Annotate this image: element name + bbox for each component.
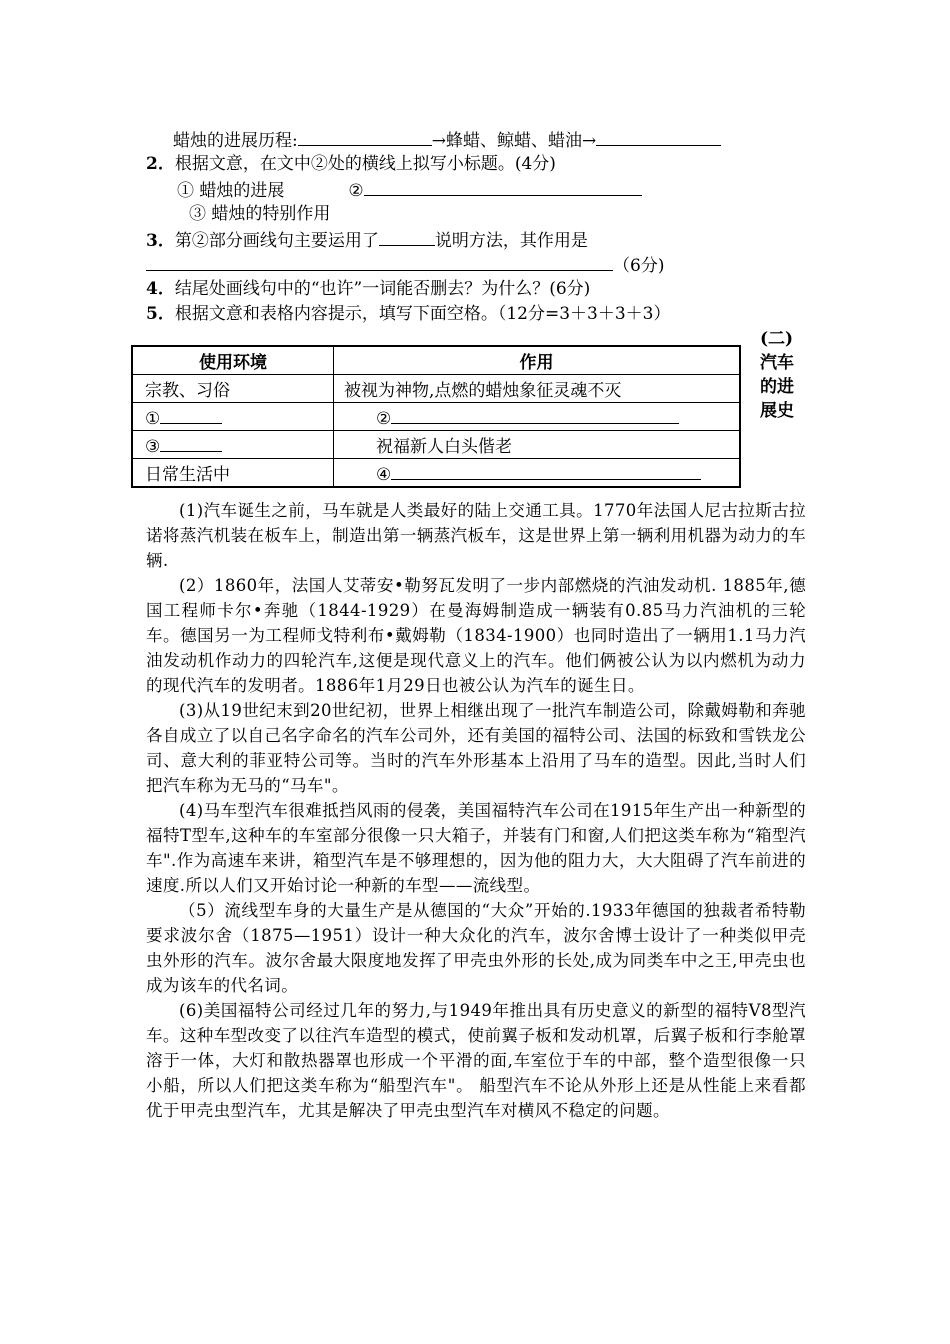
blank-label-3: ③ [145, 436, 161, 457]
usage-table [131, 345, 741, 488]
table-row [132, 431, 740, 459]
table-cell-env [132, 403, 334, 431]
q3-number: 3． [146, 231, 175, 251]
table-cell-use: 被视为神物,点燃的蜡烛象征灵魂不灭 [334, 375, 741, 403]
q3-text-b: 说明方法，其作用是 [434, 231, 588, 251]
q2-text: 根据文意，在文中②处的横线上拟写小标题。(4分) [174, 154, 556, 174]
article-body [146, 498, 806, 1123]
q1-middle: →蜂蜡、鲸蜡、蜡油→ [431, 131, 597, 151]
blank-label-4: ④ [376, 464, 392, 485]
section-title [760, 327, 800, 423]
table-cell-env: 宗教、习俗 [132, 375, 334, 403]
q1-prefix: 蜡烛的进展历程: [173, 131, 298, 151]
section-title-line: 展史 [760, 401, 794, 421]
table-header-env: 使用环境 [132, 346, 334, 375]
section-title-line: 的进 [760, 377, 794, 397]
question-5 [146, 302, 670, 326]
question-2 [146, 152, 556, 176]
paragraph-4: (4)马车型汽车很难抵挡风雨的侵袭，美国福特汽车公司在1915年生产出一种新型的福特T型车,这种车的车室部分很像一只大箱子，并装有门和窗,人们把这类车称为“箱型汽车".作为高速车来讲，箱型汽车是不够理想的，因为他的阻力大，大大阻碍了汽车前进的速度.所以人们又开始讨论一种新的车型——流线型。 [146, 801, 806, 895]
q2-blank[interactable] [364, 177, 642, 196]
q3-score: （6分) [613, 256, 665, 276]
q1-blank-1[interactable] [298, 127, 432, 146]
question-4 [146, 277, 590, 301]
table-row [132, 459, 740, 488]
q2-option-3-row [189, 202, 330, 226]
table-cell-use [334, 459, 741, 488]
table-cell-use [334, 403, 741, 431]
blank-label-1: ① [145, 408, 161, 429]
paragraph-3: (3)从19世纪末到20世纪初，世界上相继出现了一批汽车制造公司，除戴姆勒和奔驰各自成立了以自己名字命名的汽车公司外，还有美国的福特公司、法国的标致和雪铁龙公司、意大利的菲亚特公司等。当时的汽车外形基本上沿用了马车的造型。因此,当时人们把汽车称为无马的“马车"。 [146, 701, 806, 795]
table-cell-use: 祝福新人白头偕老 [334, 431, 741, 459]
q4-text: 结尾处画线句中的“也许”一词能否删去？为什么？(6分) [174, 279, 591, 299]
paragraph-1: (1)汽车诞生之前，马车就是人类最好的陆上交通工具。1770年法国人尼古拉斯古拉诺将蒸汽机装在板车上，制造出第一辆蒸汽板车，这是世界上第一辆利用机器为动力的车辆. [146, 501, 806, 570]
blank-label-2: ② [376, 408, 392, 429]
paragraph-6: (6)美国福特公司经过几年的努力,与1949年推出具有历史意义的新型的福特V8型汽车。这种车型改变了以往汽车造型的模式，使前翼子板和发动机罩，后翼子板和行李舱罩溶于一体，大灯和散热器罩也形成一个平滑的面,车室位于车的中部，整个造型很像一只小船，所以人们把这类车称为“船型汽车"。 船型汽车不论从外形上还是从性能上来看都优于甲壳虫型汽车，尤其是解决了甲壳虫型汽车对横风不稳定的问题。 [146, 1001, 806, 1120]
question-3 [146, 227, 588, 253]
table-cell-env: 日常生活中 [132, 459, 334, 488]
table-blank-2[interactable] [391, 405, 679, 424]
q3-blank-method[interactable] [379, 227, 435, 246]
q2-option-1: ① 蜡烛的进展 [177, 181, 285, 201]
table-header-row [132, 346, 740, 375]
q1-blank-2[interactable] [596, 127, 721, 146]
paragraph-5: （5）流线型车身的大量生产是从德国的“大众”开始的.1933年德国的独裁者希特勒要求波尔舍（1875—1951）设计一种大众化的汽车，波尔舍博士设计了一种类似甲壳虫外形的汽车。波尔舍最大限度地发挥了甲壳虫外形的长处,成为同类车中之王,甲壳虫也成为该车的代名词。 [146, 901, 806, 995]
q3-answer-blank[interactable] [146, 252, 613, 271]
table-blank-1[interactable] [160, 405, 222, 424]
q5-text: 根据文意和表格内容提示，填写下面空格。（12分=3＋3＋3＋3） [174, 304, 671, 324]
q1-candle-history-line [173, 127, 721, 153]
q3-text-a: 第②部分画线句主要运用了 [174, 231, 379, 251]
q2-options-row [177, 177, 642, 203]
q3-answer-row [146, 252, 664, 278]
section-title-line: 汽车 [760, 353, 794, 373]
table-blank-4[interactable] [391, 461, 701, 480]
table-cell-env [132, 431, 334, 459]
table-row [132, 375, 740, 403]
q4-number: 4． [146, 279, 175, 299]
q5-number: 5． [146, 304, 175, 324]
table-row [132, 403, 740, 431]
paragraph-2: (2）1860年，法国人艾蒂安•勒努瓦发明了一步内部燃烧的汽油发动机. 1885年,德国工程师卡尔•奔驰（1844-1929）在曼海姆制造成一辆装有0.85马力汽油机的三轮车。德国另一为工程师戈特利布•戴姆勒（1834-1900）也同时造出了一辆用1.1马力汽油发动机作动力的四轮汽车,这便是现代意义上的汽车。他们俩被公认为以内燃机为动力的现代汽车的发明者。1886年1月29日也被公认为汽车的诞生日。 [146, 576, 806, 695]
q2-option-2: ② [348, 181, 364, 201]
table-header-use: 作用 [334, 346, 741, 375]
section-title-line: (二) [760, 329, 794, 349]
q2-option-3: ③ 蜡烛的特别作用 [189, 204, 331, 224]
q2-number: 2． [146, 154, 175, 174]
table-blank-3[interactable] [160, 433, 222, 452]
